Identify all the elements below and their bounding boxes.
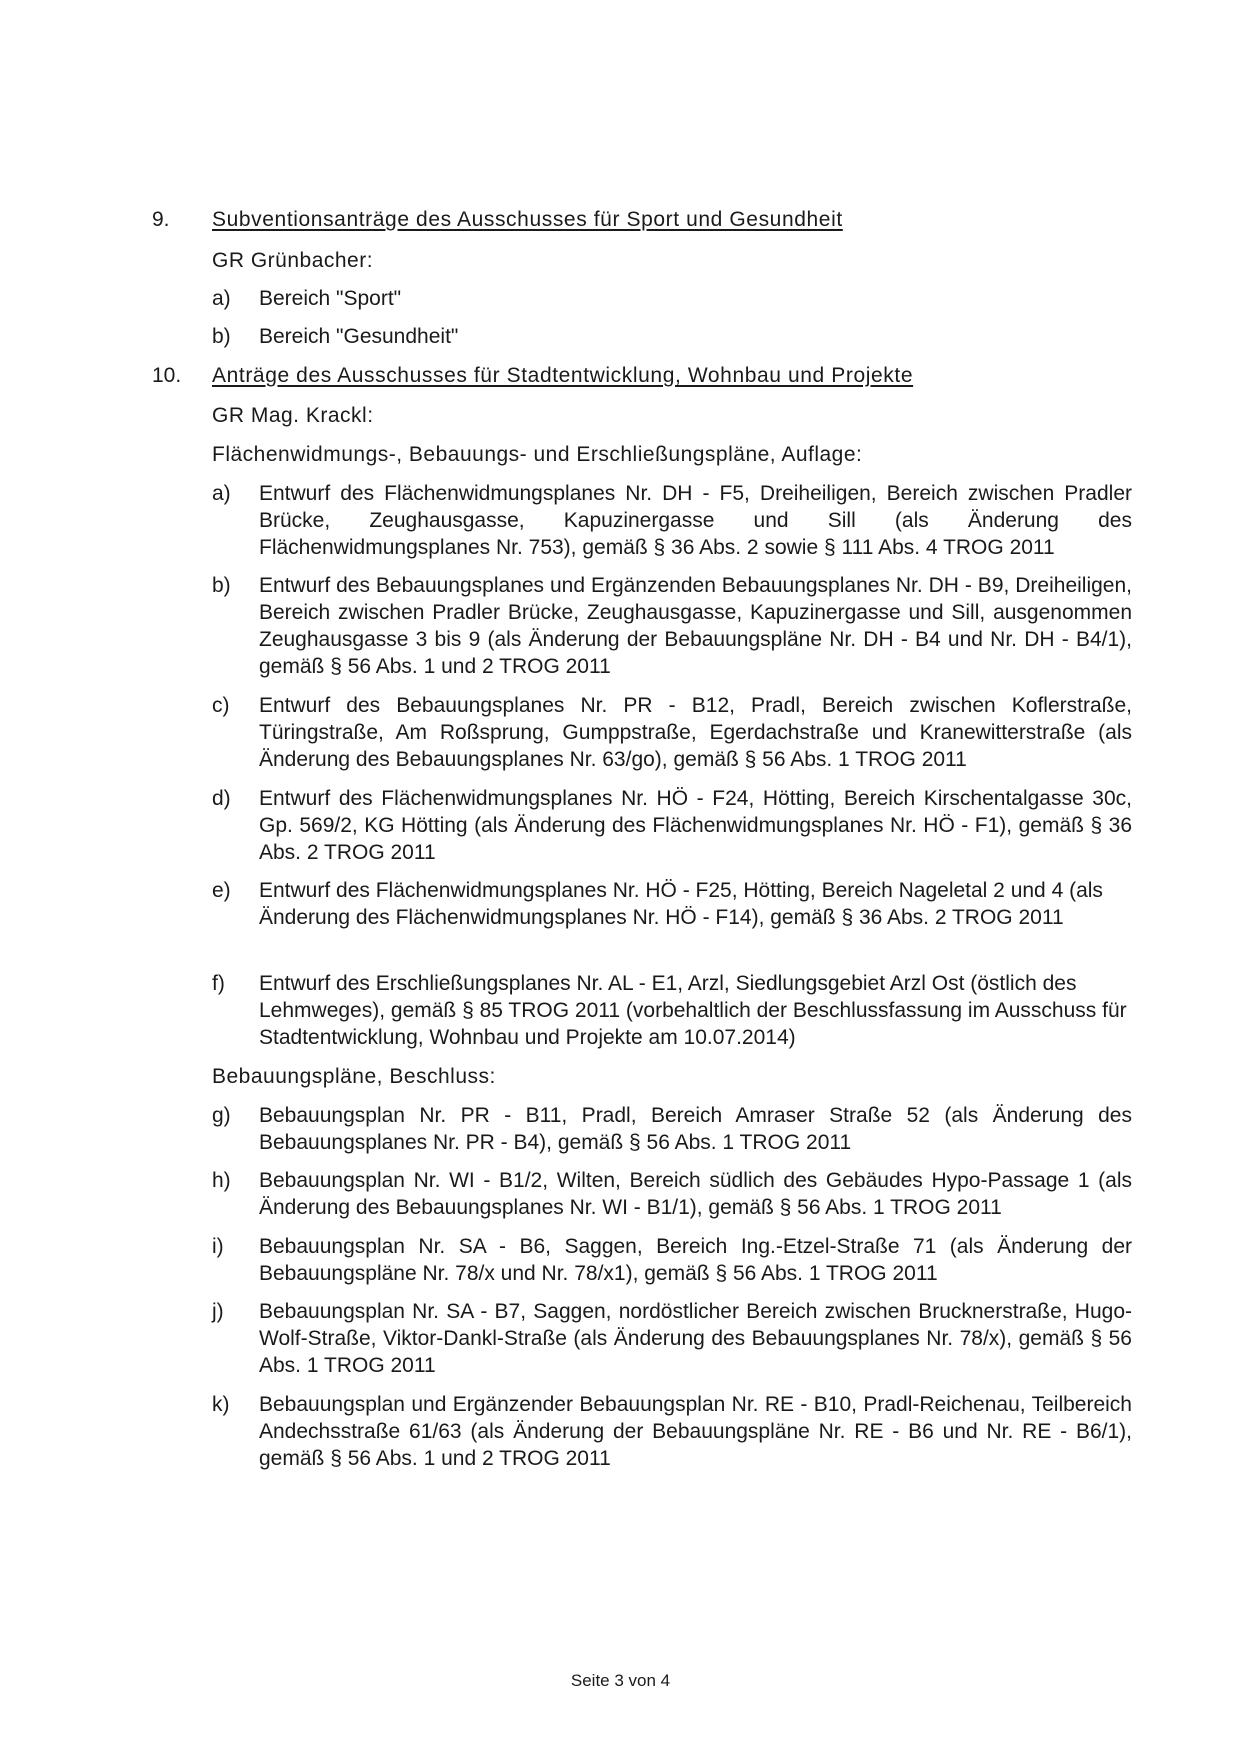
page-number: Seite 3 von 4	[570, 1671, 671, 1690]
list-item-letter: h)	[212, 1169, 231, 1192]
list-item-letter: f)	[212, 972, 225, 995]
list-item-letter: d)	[212, 787, 231, 810]
list-item-letter: b)	[212, 325, 231, 348]
list-item-text: Entwurf des Flächenwidmungsplanes Nr. HÖ - F24, Hötting, Bereich Kirschentalgasse 30c, Gp. 569/2, KG Hötting (als Änderung des Flächenwidmungsplanes Nr. HÖ - F1), gemäß § 36 Abs. 2 TROG 2011	[259, 787, 1132, 864]
section-10-number: 10.	[152, 364, 182, 387]
list-item-letter: b)	[212, 574, 231, 597]
list-item-letter: c)	[212, 694, 230, 717]
list-item-text: Bebauungsplan Nr. PR - B11, Pradl, Bereich Amraser Straße 52 (als Änderung des Bebauungsplanes Nr. PR - B4), gemäß § 56 Abs. 1 TROG 2011	[259, 1104, 1132, 1154]
list-item-text: Entwurf des Bebauungsplanes und Ergänzenden Bebauungsplanes Nr. DH - B9, Dreiheiligen, Bereich zwischen Pradler Brücke, Zeughausgasse, Kapuzinergasse und Sill, ausgenommen Zeughausgasse 3 bis 9 (als Änderung der Bebauungspläne Nr. DH - B4 und Nr. DH - B4/1), gemäß § 56 Abs. 1 und 2 TROG 2011	[259, 574, 1132, 678]
list-item-text: Bebauungsplan und Ergänzender Bebauungsplan Nr. RE - B10, Pradl-Reichenau, Teilbereich Andechsstraße 61/63 (als Änderung der Bebauungspläne Nr. RE - B6 und Nr. RE - B6/1), gemäß § 56 Abs. 1 und 2 TROG 2011	[259, 1393, 1132, 1470]
list-item-letter: j)	[212, 1300, 224, 1323]
list-item-text: Entwurf des Erschließungsplanes Nr. AL - E1, Arzl, Siedlungsgebiet Arzl Ost (östlich des Lehmweges), gemäß § 85 TROG 2011 (vorbehaltlich der Beschlussfassung im Ausschuss für Stadtentwicklung, Wohnbau und Projekte am 10.07.2014)	[259, 972, 1127, 1049]
section-9-title: Subventionsanträge des Ausschusses für Sport und Gesundheit	[212, 208, 843, 231]
section-9-speaker: GR Grünbacher:	[212, 249, 374, 272]
list-item-text: Entwurf des Bebauungsplanes Nr. PR - B12, Pradl, Bereich zwischen Koflerstraße, Türingstraße, Am Roßsprung, Gumppstraße, Egerdachstraße und Kranewitterstraße (als Änderung des Bebauungsplanes Nr. 63/go), gemäß § 56 Abs. 1 TROG 2011	[259, 694, 1132, 771]
list-item-text: Bebauungsplan Nr. WI - B1/2, Wilten, Bereich südlich des Gebäudes Hypo-Passage 1 (als Änderung des Bebauungsplanes Nr. WI - B1/1), gemäß § 56 Abs. 1 TROG 2011	[259, 1169, 1132, 1219]
list-item-text: Bereich "Gesundheit"	[259, 325, 459, 348]
list-item-text: Bereich "Sport"	[259, 287, 402, 310]
list-item-letter: g)	[212, 1104, 231, 1127]
list-item-text: Entwurf des Flächenwidmungsplanes Nr. DH - F5, Dreiheiligen, Bereich zwischen Pradler Brücke, Zeughausgasse, Kapuzinergasse und Sill (als Änderung des Flächenwidmungsplanes Nr. 753), gemäß § 36 Abs. 2 sowie § 111 Abs. 4 TROG 2011	[259, 482, 1132, 559]
list-item-letter: i)	[212, 1235, 224, 1258]
list-item-letter: a)	[212, 287, 231, 310]
list-item-letter: a)	[212, 482, 231, 505]
section-10-speaker: GR Mag. Krackl:	[212, 404, 374, 427]
subheading-beschluss: Bebauungspläne, Beschluss:	[212, 1065, 496, 1088]
subheading-auflage: Flächenwidmungs-, Bebauungs- und Erschließungspläne, Auflage:	[212, 443, 863, 466]
list-item-letter: k)	[212, 1393, 230, 1416]
list-item-text: Bebauungsplan Nr. SA - B6, Saggen, Bereich Ing.-Etzel-Straße 71 (als Änderung der Bebauungspläne Nr. 78/x und Nr. 78/x1), gemäß § 56 Abs. 1 TROG 2011	[259, 1235, 1132, 1285]
list-item-letter: e)	[212, 879, 231, 902]
section-10-title: Anträge des Ausschusses für Stadtentwicklung, Wohnbau und Projekte	[212, 364, 914, 387]
list-item-text: Entwurf des Flächenwidmungsplanes Nr. HÖ - F25, Hötting, Bereich Nageletal 2 und 4 (als Änderung des Flächenwidmungsplanes Nr. HÖ - F14), gemäß § 36 Abs. 2 TROG 2011	[259, 879, 1103, 929]
section-9-number: 9.	[152, 208, 170, 231]
list-item-text: Bebauungsplan Nr. SA - B7, Saggen, nordöstlicher Bereich zwischen Brucknerstraße, Hugo-Wolf-Straße, Viktor-Dankl-Straße (als Änderung des Bebauungsplanes Nr. 78/x), gemäß § 56 Abs. 1 TROG 2011	[259, 1300, 1132, 1377]
